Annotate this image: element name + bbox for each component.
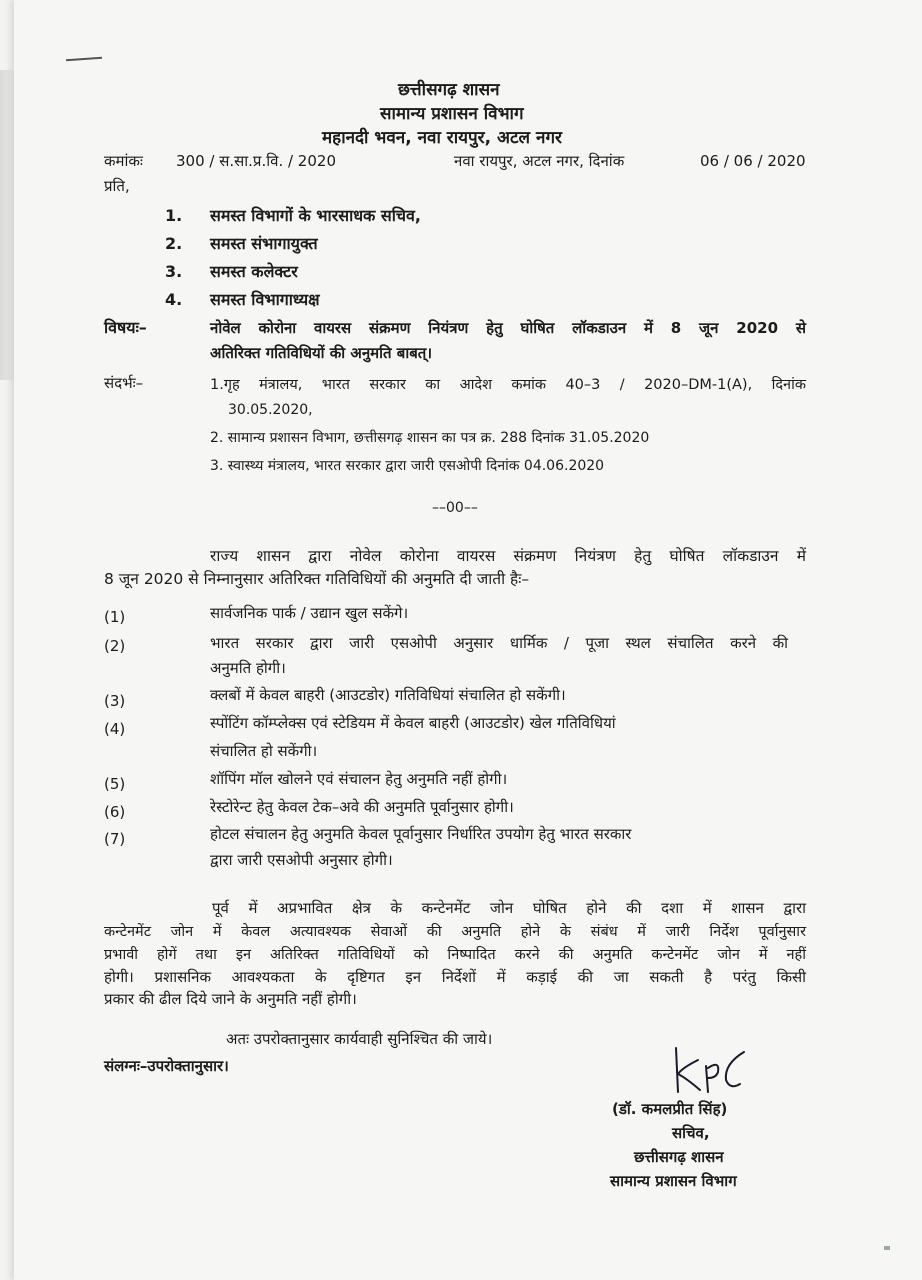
reference-label: संदर्भः–	[104, 374, 144, 392]
recipient-text: समस्त विभागों के भारसाधक सचिव,	[210, 206, 421, 225]
item-number: (2)	[104, 637, 126, 655]
body-paragraph-line: पूर्व में अप्रभावित क्षेत्र के कन्टेनमेंट जोन घोषित होने की दशा में शासन द्वारा	[212, 899, 806, 917]
recipient-number: 2.	[165, 234, 183, 253]
signatory-name: (डॉ. कमलप्रीत सिंह)	[612, 1100, 728, 1118]
item-text: स्पोंटिंग कॉम्प्लेक्स एवं स्टेडियम में केवल बाहरी (आउटडोर) खेल गतिविधियां	[210, 714, 616, 732]
enclosure-line: संलग्नः–उपरोक्तानुसार।	[104, 1057, 229, 1075]
recipient-text: समस्त संभागायुक्त	[210, 234, 318, 253]
recipient-text: समस्त कलेक्टर	[210, 262, 298, 281]
body-paragraph-line: होगी। प्रशासनिक आवश्यकता के दृष्टिगत इन निर्देशों में कड़ाई की जा सकती है परंतु किसी	[104, 968, 806, 986]
header-government: छत्तीसगढ़ शासन	[398, 80, 500, 100]
header-address: महानदी भवन, नवा रायपुर, अटल नगर	[322, 128, 562, 148]
body-paragraph-line: प्रकार की ढील दिये जाने के अनुमति नहीं होगी।	[104, 990, 357, 1008]
section-separator: ––00––	[432, 500, 478, 516]
item-text: भारत सरकार द्वारा जारी एसओपी अनुसार धार्मिक / पूजा स्थल संचालित करने की	[210, 634, 788, 652]
item-number: (7)	[104, 830, 126, 848]
subject-line: अतिरिक्त गतिविधियों की अनुमति बाबत्।	[210, 344, 433, 362]
scan-speck	[884, 1246, 890, 1250]
reference-item: 2. सामान्य प्रशासन विभाग, छत्तीसगढ़ शासन का पत्र क्र. 288 दिनांक 31.05.2020	[210, 430, 650, 446]
body-paragraph-line: प्रभावी होगें तथा इन अतिरिक्त गतिविधियों को निष्पादित करने की अनुमति कन्टेनमेंट जोन में नहीं	[104, 947, 806, 963]
order-number: 300 / स.सा.प्र.वि. / 2020	[176, 152, 336, 170]
item-number: (4)	[104, 720, 126, 738]
signatory-department: सामान्य प्रशासन विभाग	[610, 1172, 737, 1190]
recipient-text: समस्त विभागाध्यक्ष	[210, 290, 320, 309]
reference-item: 1.गृह मंत्रालय, भारत सरकार का आदेश कमांक 40–3 / 2020–DM-1(A), दिनांक	[210, 377, 806, 393]
closing-line: अतः उपरोक्तानुसार कार्यवाही सुनिश्चित की जाये।	[226, 1030, 493, 1048]
signatory-organization: छत्तीसगढ़ शासन	[634, 1148, 724, 1166]
reference-item: 30.05.2020,	[228, 402, 313, 418]
item-text: द्वारा जारी एसओपी अनुसार होगी।	[210, 851, 393, 869]
subject-line: नोवेल कोरोना वायरस संक्रमण नियंत्रण हेतु घोषित लॉकडाउन में 8 जून 2020 से	[210, 319, 806, 337]
body-paragraph-line: कन्टेनमेंट जोन में केवल अत्यावश्यक सेवाओं की अनुमति होने के संबंध में जारी निर्देश पूर्वानुसार	[104, 924, 806, 940]
place-date-label: नवा रायपुर, अटल नगर, दिनांक	[454, 152, 625, 170]
item-text: सार्वजनिक पार्क / उद्यान खुल सकेंगे।	[210, 604, 409, 622]
page-edge-shadow	[0, 70, 14, 380]
item-text: अनुमति होगी।	[210, 659, 286, 677]
item-number: (3)	[104, 692, 126, 710]
recipient-number: 1.	[165, 206, 183, 225]
item-text: संचालित हो सकेंगी।	[210, 742, 318, 760]
item-text: शॉपिंग मॉल खोलने एवं संचालन हेतु अनुमति नहीं होगी।	[210, 770, 508, 788]
item-number: (5)	[104, 775, 126, 793]
item-text: होटल संचालन हेतु अनुमति केवल पूर्वानुसार निर्धारित उपयोग हेतु भारत सरकार	[210, 825, 632, 843]
subject-label: विषयः–	[104, 318, 147, 337]
order-number-label: कमांकः	[104, 152, 143, 170]
item-text: क्लबों में केवल बाहरी (आउटडोर) गतिविधियां संचालित हो सकेंगी।	[210, 686, 566, 704]
reference-item: 3. स्वास्थ्य मंत्रालय, भारत सरकार द्वारा जारी एसओपी दिनांक 04.06.2020	[210, 458, 605, 474]
recipient-number: 3.	[165, 262, 183, 281]
item-text: रेस्टोरेन्ट हेतु केवल टेक–अवे की अनुमति पूर्वानुसार होगी।	[210, 798, 514, 816]
item-number: (1)	[104, 608, 126, 626]
recipient-number: 4.	[165, 290, 183, 309]
order-date: 06 / 06 / 2020	[700, 152, 806, 170]
pen-mark	[66, 57, 102, 62]
intro-paragraph-line: 8 जून 2020 से निम्नानुसार अतिरिक्त गतिविधियों की अनुमति दी जाती हैः–	[104, 570, 530, 588]
handwritten-signature	[668, 1046, 758, 1096]
signatory-designation: सचिव,	[672, 1124, 710, 1142]
item-number: (6)	[104, 803, 126, 821]
addressee-label: प्रति,	[104, 177, 130, 195]
header-department: सामान्य प्रशासन विभाग	[380, 104, 524, 124]
intro-paragraph-line: राज्य शासन द्वारा नोवेल कोरोना वायरस संक्रमण नियंत्रण हेतु घोषित लॉकडाउन में	[210, 547, 806, 565]
